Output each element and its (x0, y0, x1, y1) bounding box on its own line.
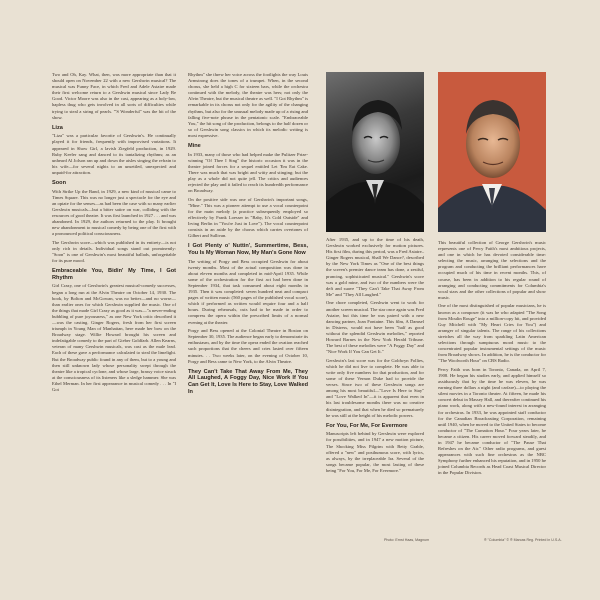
paragraph: The Gershwin score—which was published in its entirety—is not only rich in details. Individual songs stand out prominently: "Soon" is one of Gershwin's most beautiful ballads, unforgettable for its pure mood. (52, 239, 176, 264)
paragraph: On the positive side was one of Gershwin's important songs, "Mine." This was a pioneer attempt to use a vocal counterpoint for the main melody (a practice subsequently employed so effectively by Frank Loesser in "Baby, It's Cold Outside" and Irving Berlin in "You're Just in Love"). The vocal counterpoint consists in an aside by the chorus which carries overtones of Gilbert and Sullivan. (188, 196, 308, 239)
paragraph: "Liza" was a particular favorite of Gershwin's. He continually played it for friends, frequently with improvised variations. It appeared in Show Girl, a lavish Ziegfeld production, in 1929. Ruby Keeler sang and danced to its tantalizing rhythms; as an unheard Al Jolson ran up and down the aisles singing the refrain to his wife—for several nights to an unsettled, unexpected and unpaid-for attraction. (52, 133, 176, 175)
text-column-1 (52, 72, 176, 396)
text-column-3 (326, 237, 424, 476)
paragraph: This beautiful collection of George Gershwin's music represents one of Percy Faith's most ambitious projects, and one in which he has devoted considerable time: selecting the music, arranging the selections and the program and conducting the brilliant performances have occupied much of his time in recent months. This, of course, has been in addition to his regular round of arranging and conducting commitments for Columbia's vocal stars and the other collections of popular and show music. (438, 240, 546, 300)
photo-credit: Photo: Ernst Haas, Magnum (384, 538, 430, 542)
section-heading: For You, For Me, For Evermore (326, 422, 408, 429)
section-heading: I Got Plenty o' Nuttin', Summertime, Bess, You Is My Woman Now, My Man's Gone Now (188, 243, 308, 257)
portrait-silhouette-icon (438, 72, 546, 232)
paragraph: Girl Crazy, one of Gershwin's greatest musical-comedy successes, began a long run at the Alvin Theatre on October 14, 1930. The book, by Bolton and McGowan, was no better—and no worse—than earlier ones for which Gershwin supplied the music. One of the things that made Girl Crazy as good as it was—"a never-ending bubbling of pure joyousness," as one New York critic described it—was the casting. Ginger Rogers, fresh from her first screen triumph in Young Man of Manhattan, here made her bow on the Broadway stage. Willie Howard brought his screen and indefatigable comedy to the part of Gieber Goldfarb. Allen Kearns, veteran of many Gershwin musicals, was cast as the male lead. Each of these gave a performance calculated to steal the limelight. But the Broadway public found in any of them, but to a young and then still unknown lady whose personality swept through the theatre like a tropical cyclone, and whose large, brassy voice struck at the consciousness of its listeners like a sledge hammer. She was Ethel Merman. In her first appearance in musical comedy . . . In "I Got (52, 283, 176, 392)
paragraph: Porgy and Bess opened at the Colonial Theatre in Boston on September 30, 1935. The audience began early to demonstrate its enthusiasm, and by the time the opera ended the ovation reached such proportions that the cheers and cries lasted over fifteen minutes. . . Two weeks later, on the evening of October 10, Porgy and Bess came to New York, to the Alvin Theatre. (188, 328, 308, 364)
section-heading: They Can't Take That Away From Me, They All Laughed, A Foggy Day, Nice Work If You Can Get It, Love Is Here to Stay, Love Walked In (188, 368, 308, 395)
paragraph: Gershwin's last score was for the Goldwyn Follies, which he did not live to complete. He was able to write only five numbers for that production, and for some of these Vernon Duke had to provide the verses. Since two of these Gershwin songs are among his most beautiful—"Love Is Here to Stay" and "Love Walked In"—it is apparent that even in his last troublesome months there was no creative disintegration, and that when he died so prematurely he was still at the height of his melodic powers. (326, 357, 424, 418)
percy-faith-portrait-photo (438, 72, 546, 232)
paragraph: Rhythm" she threw her voice across the footlights the way Louis Armstrong does the tones of a trumpet. When, in the second chorus, she held a high C for sixteen bars, while the orchestra continued with the melody, the theatre was hers; not only the Alvin Theatre, but the musical theatre as well. "I Got Rhythm" is remarkable in its chorus not only for the agility of the changing rhythms, but also for the unusual melody made up of a rising and falling five-note phrase in the pentatonic scale. "Embraceable You," the hit song of the production, belongs to the half dozen or so of Gershwin song classics in which its melodic writing is most expressive. (188, 72, 308, 138)
section-heading: Mine (188, 143, 201, 150)
paragraph: With Strike Up the Band, in 1929, a new kind of musical came to Times Square. This was no longer just a spectacle for the eye and an opiate for the senses—as had been the case with so many earlier Gershwin musicals—but a bitter satire on war, colliding with the resources of good theatre. It was first launched in 1927 . . . and was abandoned. In 1929, the authors returned to the play. It brought new abandonment to musical comedy by being one of the first with a pronounced political consciousness. (52, 188, 176, 237)
gershwin-portrait-photo (326, 72, 424, 232)
paragraph: One of the most distinguished of popular musicians, he is known as a composer (it was he who adapted "The Song from Moulin Rouge" into a million-copy hit, and provided Guy Mitchell with "My Heart Cries for You") and arranger of singular talents. The range of his collections stretches all the way from sparkling Latin American selections through sumptuous mood music to the concentrated popular instrumental settings of the music from Broadway shows. In addition, he is the conductor for "The Woolworth Hour" on CBS Radio. (438, 303, 546, 364)
trademark-footer: ® "Columbia" © ® Marcas Reg. Printed in U.S.A. (484, 538, 562, 542)
paragraph: After 1935, and up to the time of his death, Gershwin worked exclusively for motion pictures. His first film, during this period, was a Fred Astaire–Ginger Rogers musical, Shall We Dance?, described by the New York Times as "One of the best things the screen's premier dance team has done, a zestful, prancing, sophisticated musical." Gershwin's score was a gold mine, and two of the numbers were the deft and suave "They Can't Take That Away From Me" and "They All Laughed." (326, 237, 424, 297)
paragraph: Percy Faith was born in Toronto, Canada, on April 7, 1908. He began his studies early, and applied himself so assiduously that by the time he was eleven, he was earning three dollars a night (and carfare)—to playing the silent movies in a Toronto theater. At fifteen, he made his concert debut in Massey Hall, and thereafter continued his piano work, along with a new-found interest in arranging for orchestras. In 1933, he was appointed staff conductor for the Canadian Broadcasting Corporation, remaining until 1940, when he moved to the United States to become conductor of "The Carnation Hour." Four years later, he became a citizen. His career moved forward steadily, and in 1947 he became conductor of "The Pause That Refreshes on the Air." Other radio programs, and guest appearances with such fine orchestras as the NBC Symphony further enhanced his reputation, and in 1950 he joined Columbia Records as Head Coast Musical Director in the Popular Division. (438, 366, 546, 476)
paragraph: One chore completed, Gershwin went to work for another screen musical. The star once again was Fred Astaire, but this time he was paired with a new dancing partner, Joan Fontaine. This film, A Damsel in Distress, would not have been "half as good without the splendid Gershwin melodies," reported Howard Barnes in the New York Herald Tribune. The best of these melodies were "A Foggy Day" and "Nice Work If You Can Get It." (326, 300, 425, 355)
section-heading: Liza (52, 124, 63, 131)
paragraph: The writing of Porgy and Bess occupied Gershwin for about twenty months. Most of the actual composition was done in about eleven months and completed in mid-April 1935. While some of the orchestration for the first act had been done in September 1934, that task consumed about eight months in 1935. Then it was completed: seven hundred neat and compact pages of written music (560 pages of the published vocal score), which if performed as written would require four and a half hours. During rehearsals, cuts had to be made in order to compress the opera within the prescribed limits of a normal evening at the theater. (188, 258, 308, 325)
section-heading: Soon (52, 180, 66, 186)
text-column-4 (438, 240, 546, 479)
paragraph: Manuscripts left behind by Gershwin were explored for possibilities, and in 1947 a new motion picture, The Shocking Miss Pilgrim with Betty Grable, offered a "new" and posthumous score, with lyrics, as always, by the irreplaceable Ira. Several of the songs became popular, the most lasting of these being "For You, For Me, For Evermore." (326, 431, 424, 473)
portrait-silhouette-icon (326, 72, 424, 232)
section-heading: Embraceable You, Bidin' My Time, I Got Rhythm (52, 268, 176, 281)
text-column-2 (188, 72, 308, 397)
paragraph: In 1933, many of those who had helped make the Pulitzer Prize-winning "Of Thee I Sing" the historic occasion it was in the theatre joined forces for a sequel entitled Let 'Em Eat Cake. There was much that was bright and witty and stinging; but the play as a whole did not quite jell. The critics and audiences rejected the play and it failed to reach its hundredth performance on Broadway. (188, 151, 308, 194)
paragraph: Two and Oh, Kay. What, then, was more appropriate than that it should open on November 22 with a new Gershwin musical? The musical was Funny Face, in which Fred and Adele Astaire made their first welcome return to a Gershwin musical since Lady Be Good. Victor Moore was also in the cast, appearing as a holy-law, hapless thug who gets involved in all sorts of difficulties while trying to steal a string of pearls. "'S Wonderful" was the hit of the show. (52, 72, 176, 120)
